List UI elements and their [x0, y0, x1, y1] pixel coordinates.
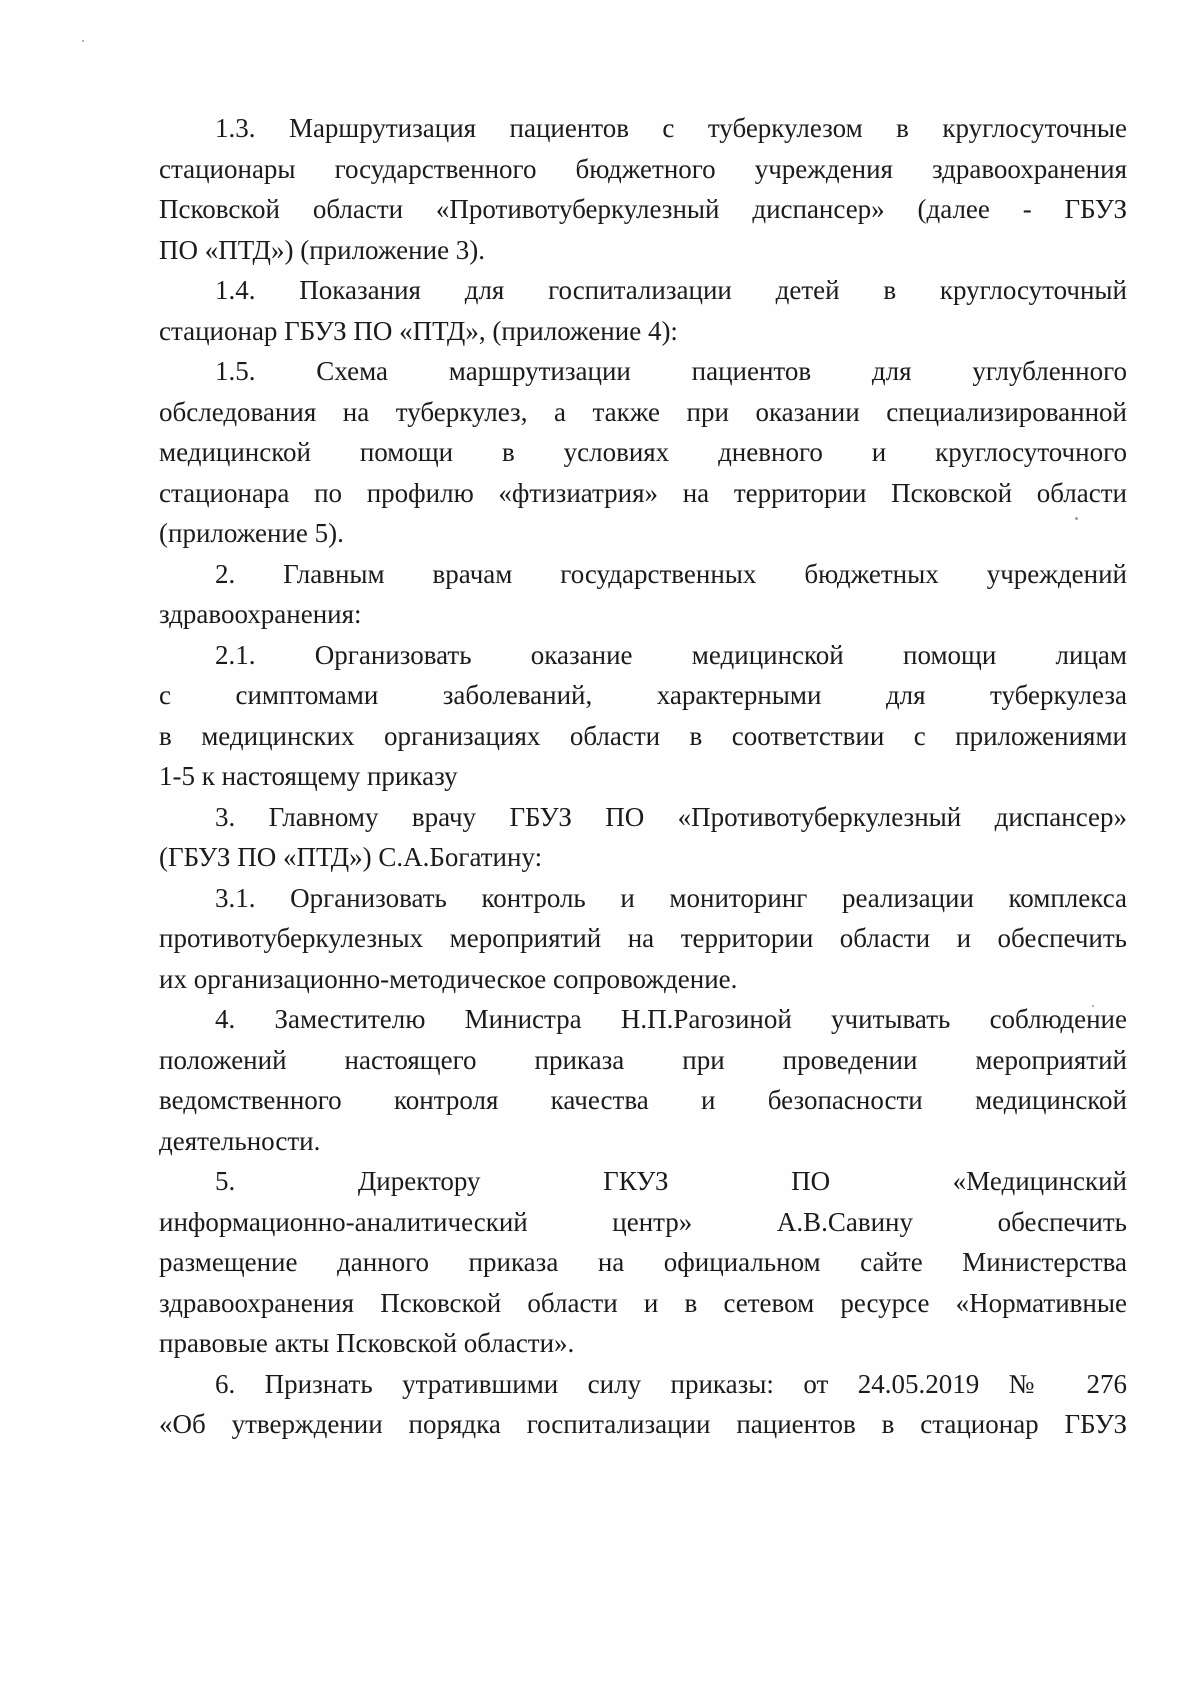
text-line: здравоохранения Псковской области и в сетевом ресурсе «Нормативные — [159, 1287, 1127, 1318]
text-line: (приложение 5). — [159, 518, 344, 548]
text-line: противотуберкулезных мероприятий на территории области и обеспечить — [159, 923, 1127, 953]
text-line: здравоохранения: — [159, 599, 362, 629]
paragraph-2 — [159, 554, 1127, 635]
text-line: информационно-аналитический центр» А.В.Савину обеспечить — [159, 1206, 1127, 1237]
text-line: 1.5. Схема маршрутизации пациентов для углубленного — [215, 356, 1127, 386]
paragraph-5 — [159, 1161, 1127, 1364]
text-line: с симптомами заболеваний, характерными для туберкулеза — [159, 680, 1127, 710]
text-line: положений настоящего приказа при проведении мероприятий — [159, 1044, 1127, 1075]
paragraph-3 — [159, 797, 1127, 878]
paragraph-1-5 — [159, 351, 1127, 554]
text-line: 2.1. Организовать оказание медицинской помощи лицам — [215, 639, 1127, 670]
text-line: 6. Признать утратившими силу приказы: от 24.05.2019 № 276 — [215, 1368, 1127, 1399]
text-line: обследования на туберкулез, а также при оказании специализированной — [159, 396, 1127, 427]
text-line: (ГБУЗ ПО «ПТД») С.А.Богатину: — [159, 842, 543, 872]
text-line: «Об утверждении порядка госпитализации пациентов в стационар ГБУЗ — [159, 1409, 1127, 1439]
text-line: медицинской помощи в условиях дневного и круглосуточного — [159, 437, 1127, 467]
paragraph-2-1 — [159, 635, 1127, 797]
document-body — [159, 108, 1127, 1445]
text-line: стационар ГБУЗ ПО «ПТД», (приложение 4): — [159, 315, 678, 346]
scan-speck — [82, 40, 84, 42]
text-line: 1.4. Показания для госпитализации детей в круглосуточный — [215, 275, 1127, 305]
text-line: 3. Главному врачу ГБУЗ ПО «Противотуберкулезный диспансер» — [215, 801, 1127, 832]
text-line: 5. Директору ГКУЗ ПО «Медицинский — [215, 1166, 1127, 1196]
text-line: 1-5 к настоящему приказу — [159, 761, 458, 791]
paragraph-1-3 — [159, 108, 1127, 270]
text-line: размещение данного приказа на официальном сайте Министерства — [159, 1247, 1127, 1277]
text-line: 1.3. Маршрутизация пациентов с туберкулезом в круглосуточные — [215, 113, 1127, 143]
text-line: ведомственного контроля качества и безопасности медицинской — [159, 1085, 1127, 1115]
text-line: 4. Заместителю Министра Н.П.Рагозиной учитывать соблюдение — [215, 1004, 1127, 1034]
paragraph-4 — [159, 999, 1127, 1161]
text-line: ПО «ПТД») (приложение 3). — [159, 234, 486, 265]
text-line: правовые акты Псковской области». — [159, 1328, 575, 1358]
text-line: стационары государственного бюджетного учреждения здравоохранения — [159, 153, 1127, 184]
text-line: Псковской области «Противотуберкулезный диспансер» (далее - ГБУЗ — [159, 194, 1127, 224]
text-line: стационара по профилю «фтизиатрия» на территории Псковской области — [159, 477, 1127, 508]
paragraph-6 — [159, 1364, 1127, 1445]
text-line: их организационно-методическое сопровождение. — [159, 963, 738, 994]
paragraph-1-4 — [159, 270, 1127, 351]
text-line: деятельности. — [159, 1125, 321, 1156]
text-line: в медицинских организациях области в соответствии с приложениями — [159, 720, 1127, 751]
paragraph-3-1 — [159, 878, 1127, 1000]
text-line: 2. Главным врачам государственных бюджетных учреждений — [215, 558, 1127, 589]
text-line: 3.1. Организовать контроль и мониторинг реализации комплекса — [215, 882, 1127, 913]
